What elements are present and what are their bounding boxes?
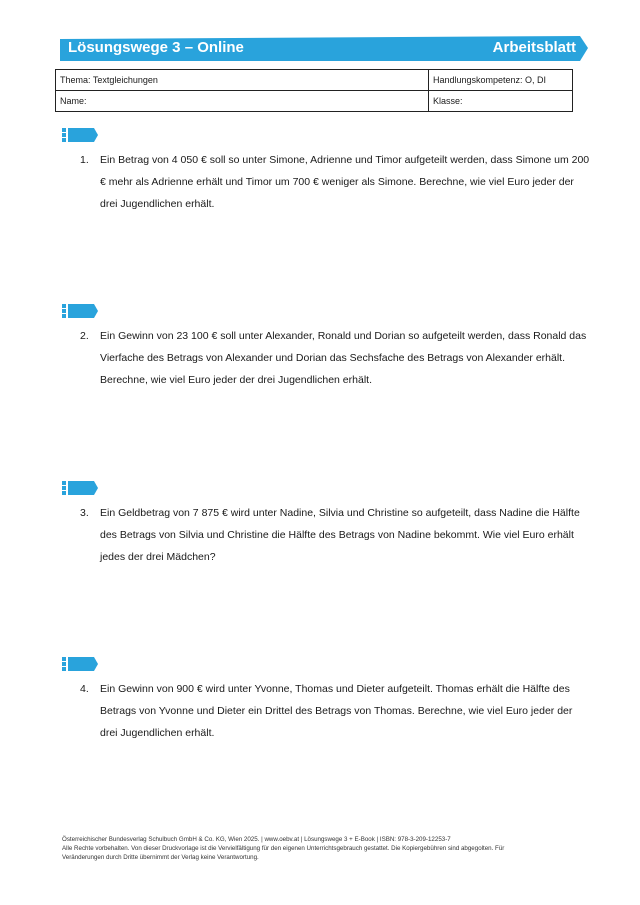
footer-line: Veränderungen durch Dritte übernimmt der Verlag keine Verantwortung. [62,854,259,861]
footer [62,835,582,862]
difficulty-marker-icon [62,304,100,322]
task-number: 1. [80,154,89,166]
task-3 [80,502,590,568]
task-text: Ein Gewinn von 23 100 € soll unter Alexander, Ronald und Dorian so aufgeteilt werden, dass Ronald das Vierfache des Betrags von Alexander und Dorian das Sechsfache des Betrags von Alexander erhält. Berechne, wie viel Euro jeder der drei Jugendlichen erhält. [100,330,587,386]
task-2 [80,325,590,391]
difficulty-marker-icon [62,657,100,675]
task-1 [80,149,590,215]
class-field[interactable]: Klasse: [429,91,573,112]
header-banner [60,36,588,61]
task-4 [80,678,590,744]
task-number: 2. [80,330,89,342]
task-number: 4. [80,683,89,695]
header-title: Lösungswege 3 – Online [68,39,244,56]
difficulty-marker-icon [62,128,100,146]
name-field[interactable]: Name: [56,91,429,112]
task-text: Ein Betrag von 4 050 € soll so unter Simone, Adrienne und Timor aufgeteilt werden, dass Simone um 200 € mehr als Adrienne erhält und Timor um 700 € weniger als Simone. Berechne, wie viel Euro jeder der drei Jugendlichen erhält. [100,154,590,210]
task-text: Ein Geldbetrag von 7 875 € wird unter Nadine, Silvia und Christine so aufgeteilt, dass Nadine die Hälfte des Betrags von Silvia und Christine die Hälfte des Betrags von Nadine bekommt. Wie viel Euro erhält jedes der drei Mädchen? [100,507,580,563]
info-table [55,69,573,112]
topic-cell: Thema: Textgleichungen [56,70,429,91]
footer-line: Alle Rechte vorbehalten. Von dieser Druckvorlage ist die Vervielfältigung für den eigenen Unterrichtsgebrauch gestattet. Die Kopiergebühren sind abgegolten. Für [62,845,505,852]
task-text: Ein Gewinn von 900 € wird unter Yvonne, Thomas und Dieter aufgeteilt. Thomas erhält die Hälfte des Betrags von Yvonne und Dieter ein Drittel des Betrags von Thomas. Berechne, wie viel Euro jeder der drei Jugendlichen erhält. [100,683,573,739]
worksheet-label: Arbeitsblatt [492,39,576,56]
footer-line: Österreichischer Bundesverlag Schulbuch GmbH & Co. KG, Wien 2025. | www.oebv.at | Lösungswege 3 + E-Book | ISBN: 978-3-209-12253-7 [62,836,451,843]
competence-cell: Handlungskompetenz: O, DI [429,70,573,91]
task-number: 3. [80,507,89,519]
difficulty-marker-icon [62,481,100,499]
